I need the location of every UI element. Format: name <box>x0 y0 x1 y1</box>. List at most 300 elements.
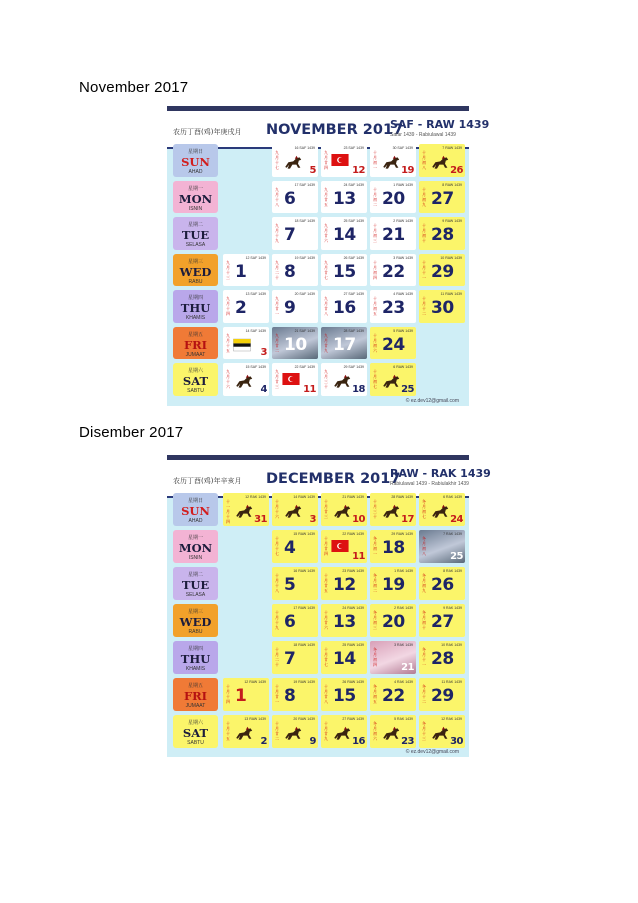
date-cell[interactable] <box>321 144 367 177</box>
date-number: 21 <box>382 225 405 245</box>
date-cell[interactable] <box>370 678 416 711</box>
hijri-title: SAF - RAW 1439 <box>390 118 490 131</box>
date-cell[interactable] <box>419 493 465 526</box>
hijri-date: 16 SAF 1439 <box>294 146 315 150</box>
hijri-date: 8 RAK 1439 <box>443 569 462 573</box>
date-number: 27 <box>431 612 454 632</box>
date-number: 5 <box>309 164 316 176</box>
date-number: 7 <box>284 225 296 245</box>
chinese-date: 十月初三 <box>373 223 377 243</box>
date-cell[interactable] <box>370 144 416 177</box>
day-label-malay: ISNIN <box>188 205 203 212</box>
chinese-date: 十月十七 <box>275 536 279 556</box>
chinese-date: 十月初八 <box>422 150 426 170</box>
hijri-date: 19 SAF 1439 <box>294 255 315 260</box>
date-number: 31 <box>254 514 267 525</box>
date-cell[interactable] <box>272 217 318 250</box>
date-cell[interactable] <box>321 363 367 396</box>
date-cell[interactable] <box>419 217 465 250</box>
hijri-date: 19 RAW 1439 <box>293 680 315 684</box>
date-number: 19 <box>401 164 414 176</box>
date-number: 20 <box>382 612 405 632</box>
day-label-chinese: 星期三 <box>187 258 203 265</box>
hijri-date: 26 SAF 1439 <box>343 255 364 260</box>
hijri-date: 30 SAF 1439 <box>392 146 413 150</box>
day-label-english: SUN <box>181 504 210 518</box>
date-cell[interactable] <box>321 254 367 287</box>
date-cell[interactable] <box>370 567 416 600</box>
hijri-date: 27 RAW 1439 <box>342 717 364 721</box>
day-label-english: WED <box>179 615 212 629</box>
chinese-date: 九月十六 <box>226 369 230 389</box>
date-number: 24 <box>450 514 463 525</box>
hijri-date: 17 RAW 1439 <box>293 606 315 610</box>
day-label-malay: SELASA <box>185 592 206 598</box>
day-label-malay: JUMAAT <box>185 703 206 709</box>
date-cell[interactable] <box>272 254 318 287</box>
date-number: 30 <box>431 298 454 318</box>
chinese-date: 十月十五 <box>226 721 230 741</box>
hijri-date: 11 RAK 1439 <box>441 680 462 684</box>
date-cell[interactable] <box>370 327 416 360</box>
date-number: 29 <box>431 686 454 706</box>
chinese-date: 十月初六 <box>373 332 377 353</box>
date-cell[interactable] <box>223 290 269 323</box>
date-cell[interactable] <box>419 530 465 563</box>
date-cell[interactable] <box>321 715 367 748</box>
date-number: 22 <box>382 261 405 282</box>
day-label-chinese: 星期三 <box>187 609 203 615</box>
hijri-date: 3 RAK 1439 <box>394 643 413 647</box>
hijri-date: 13 RAW 1439 <box>244 717 266 721</box>
day-label-malay: RABU <box>188 278 203 285</box>
date-number: 12 <box>333 575 356 595</box>
day-label-malay: SABTU <box>187 740 204 746</box>
day-label-english: TUE <box>181 228 210 242</box>
day-label-chinese: 星期一 <box>187 185 203 192</box>
date-cell[interactable] <box>321 327 367 360</box>
date-cell[interactable] <box>370 604 416 637</box>
date-number: 11 <box>303 383 316 395</box>
day-label-malay: ISNIN <box>188 555 203 561</box>
hijri-date: 24 SAF 1439 <box>343 182 364 187</box>
day-label-english: THU <box>180 652 211 666</box>
chinese-date: 十月初二 <box>373 186 377 207</box>
chinese-date: 十月廿三 <box>324 499 328 519</box>
day-label-sat <box>173 715 218 748</box>
chinese-date: 冬月初三 <box>373 610 377 630</box>
day-label-sun <box>173 144 218 177</box>
date-number: 11 <box>352 551 365 562</box>
hijri-date: 1 RAK 1439 <box>394 569 413 573</box>
date-cell[interactable] <box>370 530 416 563</box>
date-number: 14 <box>333 649 356 669</box>
date-number: 17 <box>401 514 414 525</box>
date-cell[interactable] <box>419 641 465 674</box>
chinese-date: 十月廿六 <box>324 610 328 630</box>
month-title: NOVEMBER 2017 <box>266 122 404 138</box>
date-number: 1 <box>235 261 247 282</box>
chinese-date: 冬月初二 <box>373 573 377 593</box>
caption-november: November 2017 <box>79 79 189 96</box>
chinese-date: 冬月初十 <box>422 610 426 630</box>
hijri-date: 23 RAW 1439 <box>342 569 364 573</box>
day-label-mon <box>173 181 218 214</box>
day-label-chinese: 星期日 <box>187 149 203 155</box>
hijri-date: 10 RAW 1439 <box>440 255 462 260</box>
chinese-date: 十月廿七 <box>324 647 328 667</box>
hijri-subtitle: Rabiulawal 1439 - Rabiulakhir 1439 <box>390 481 469 487</box>
day-label-thu <box>173 641 218 674</box>
chinese-date: 九月廿七 <box>324 259 328 280</box>
day-label-chinese: 星期四 <box>187 295 203 301</box>
date-cell[interactable] <box>272 290 318 323</box>
date-cell[interactable] <box>272 678 318 711</box>
hijri-date: 12 RAK 1439 <box>245 495 266 499</box>
day-label-sun <box>173 493 218 526</box>
day-label-malay: RABU <box>188 629 203 635</box>
date-number: 20 <box>382 188 405 209</box>
day-label-chinese: 星期日 <box>187 498 203 504</box>
day-label-fri <box>173 327 218 360</box>
chinese-date: 九月廿六 <box>324 223 328 243</box>
calendar-footer: © ez.dev12@gmail.com <box>405 749 459 755</box>
chinese-date: 十月初五 <box>373 296 377 316</box>
hijri-date: 22 SAF 1439 <box>294 365 315 369</box>
hijri-title: RAW - RAK 1439 <box>390 467 491 480</box>
chinese-date: 十月廿二 <box>275 721 279 741</box>
day-label-english: FRI <box>183 689 208 703</box>
date-cell[interactable] <box>419 678 465 711</box>
hijri-date: 20 RAW 1439 <box>293 717 315 721</box>
day-label-wed <box>173 604 218 637</box>
date-number: 7 <box>284 649 296 669</box>
date-number: 18 <box>382 538 405 558</box>
date-number: 29 <box>431 261 454 282</box>
hijri-date: 11 RAW 1439 <box>440 292 462 296</box>
day-label-thu <box>173 290 218 323</box>
date-cell[interactable] <box>272 604 318 637</box>
date-cell[interactable] <box>272 363 318 396</box>
date-cell[interactable] <box>272 327 318 360</box>
day-label-fri <box>173 678 218 711</box>
chinese-date: 十月十六 <box>275 499 279 519</box>
chinese-date: 冬月初九 <box>422 573 426 593</box>
hijri-date: 24 RAW 1439 <box>342 606 364 610</box>
chinese-date: 九月十四 <box>226 296 230 316</box>
hijri-date: 2 RAK 1439 <box>394 606 413 610</box>
day-label-malay: JUMAAT <box>185 351 206 358</box>
chinese-date: 冬月十一 <box>422 647 426 667</box>
day-label-sat <box>173 363 218 396</box>
date-cell[interactable] <box>370 254 416 287</box>
hijri-date: 9 RAK 1439 <box>443 606 462 610</box>
hijri-date: 16 RAW 1439 <box>293 569 315 573</box>
chinese-date: 十月初七 <box>373 369 377 389</box>
date-number: 9 <box>309 736 316 747</box>
date-cell[interactable] <box>272 715 318 748</box>
day-label-english: SAT <box>182 374 209 388</box>
day-label-chinese: 星期四 <box>187 646 203 652</box>
date-number: 4 <box>260 383 267 395</box>
chinese-date: 九月廿八 <box>324 296 328 316</box>
hijri-date: 20 SAF 1439 <box>294 292 315 296</box>
chinese-date: 九月十三 <box>226 259 230 280</box>
chinese-date: 十一月十四 <box>226 499 230 524</box>
date-number: 14 <box>333 225 356 245</box>
date-number: 25 <box>401 383 414 395</box>
chinese-date: 九月十七 <box>275 150 279 170</box>
hijri-date: 26 RAW 1439 <box>342 680 364 684</box>
date-number: 8 <box>284 261 296 282</box>
hijri-date: 4 RAW 1439 <box>393 292 413 296</box>
date-cell[interactable] <box>272 493 318 526</box>
day-label-english: MON <box>178 541 213 555</box>
date-cell[interactable] <box>419 254 465 287</box>
date-number: 2 <box>260 736 267 747</box>
day-label-chinese: 星期六 <box>187 368 203 374</box>
chinese-date: 九月廿一 <box>275 296 279 316</box>
chinese-date: 十月廿九 <box>324 721 328 741</box>
hijri-date: 12 SAF 1439 <box>245 255 266 260</box>
date-cell[interactable] <box>370 493 416 526</box>
date-number: 22 <box>382 686 405 706</box>
chinese-date: 九月三十 <box>324 369 328 389</box>
day-label-malay: AHAD <box>188 169 203 175</box>
caption-december: Disember 2017 <box>79 424 184 441</box>
chinese-date: 十月廿一 <box>275 684 279 704</box>
chinese-date: 冬月初四 <box>373 647 377 667</box>
day-label-english: SUN <box>181 155 210 169</box>
date-cell[interactable] <box>321 604 367 637</box>
date-cell[interactable] <box>321 678 367 711</box>
chinese-date: 十月廿四 <box>324 536 328 556</box>
date-cell[interactable] <box>370 217 416 250</box>
hijri-date: 8 RAW 1439 <box>442 182 462 187</box>
date-cell[interactable] <box>419 290 465 323</box>
hijri-date: 21 RAW 1439 <box>342 495 364 499</box>
day-label-wed <box>173 254 218 287</box>
date-cell[interactable] <box>321 567 367 600</box>
date-cell[interactable] <box>272 641 318 674</box>
date-cell[interactable] <box>370 181 416 214</box>
date-cell[interactable] <box>223 327 269 360</box>
day-label-malay: KHAMIS <box>185 666 206 672</box>
date-number: 23 <box>382 298 405 318</box>
hijri-date: 21 SAF 1439 <box>294 328 315 333</box>
hijri-subtitle: Safar 1439 - Rabiulawal 1439 <box>390 132 456 138</box>
date-number: 15 <box>333 261 356 282</box>
chinese-date: 冬月十二 <box>422 684 426 704</box>
hijri-date: 5 RAK 1439 <box>394 717 413 721</box>
date-cell[interactable] <box>272 181 318 214</box>
hijri-date: 7 RAK 1439 <box>443 532 462 536</box>
chinese-date: 九月廿九 <box>324 332 328 353</box>
date-number: 19 <box>382 575 405 595</box>
day-label-tue <box>173 567 218 600</box>
hijri-date: 29 SAF 1439 <box>343 365 364 369</box>
date-number: 3 <box>309 514 316 525</box>
hijri-date: 25 RAW 1439 <box>342 643 364 647</box>
day-label-tue <box>173 217 218 250</box>
hijri-date: 2 RAW 1439 <box>393 219 413 223</box>
date-cell[interactable] <box>321 641 367 674</box>
hijri-date: 9 RAW 1439 <box>442 219 462 223</box>
date-cell[interactable] <box>223 363 269 396</box>
hijri-date: 25 SAF 1439 <box>343 219 364 223</box>
date-number: 5 <box>284 575 296 595</box>
chinese-date: 冬月初八 <box>422 536 426 556</box>
chinese-date: 九月十九 <box>275 223 279 243</box>
day-label-english: THU <box>180 301 211 315</box>
date-number: 15 <box>333 686 356 706</box>
date-number: 24 <box>382 334 405 355</box>
date-cell[interactable] <box>419 715 465 748</box>
date-cell[interactable] <box>223 493 269 526</box>
chinese-date: 十月初四 <box>373 259 377 280</box>
day-label-chinese: 星期六 <box>187 720 203 726</box>
date-number: 28 <box>431 225 454 245</box>
date-number: 17 <box>333 334 356 355</box>
hijri-date: 29 RAW 1439 <box>391 532 413 536</box>
chinese-date: 十月十九 <box>275 610 279 630</box>
date-number: 12 <box>352 164 365 176</box>
date-number: 30 <box>450 736 463 747</box>
date-cell[interactable] <box>272 530 318 563</box>
chinese-date: 九月廿四 <box>324 150 328 170</box>
chinese-date: 冬月十三 <box>422 721 426 741</box>
hijri-date: 28 RAW 1439 <box>391 495 413 499</box>
hijri-date: 7 RAW 1439 <box>442 146 462 150</box>
day-label-malay: SABTU <box>187 388 204 394</box>
date-number: 26 <box>450 164 463 176</box>
date-cell[interactable] <box>370 290 416 323</box>
chinese-date: 九月十五 <box>226 332 230 353</box>
day-label-malay: SELASA <box>185 242 206 248</box>
hijri-date: 1 RAW 1439 <box>393 182 413 187</box>
chinese-date: 十月初一 <box>373 150 377 170</box>
day-label-english: FRI <box>183 337 208 352</box>
chinese-date: 十月十二 <box>422 296 426 316</box>
date-number: 21 <box>401 662 414 673</box>
day-label-chinese: 星期一 <box>187 535 203 541</box>
day-label-malay: AHAD <box>188 518 203 524</box>
day-label-english: WED <box>179 264 212 279</box>
date-number: 9 <box>284 298 296 318</box>
date-number: 3 <box>260 347 267 358</box>
chinese-date: 冬月初一 <box>373 536 377 556</box>
day-label-chinese: 星期五 <box>187 683 203 689</box>
date-cell[interactable] <box>223 678 269 711</box>
hijri-date: 14 SAF 1439 <box>245 328 266 333</box>
chinese-month-title: 农历丁酉(鸡)年庚戌月 <box>173 128 242 136</box>
hijri-date: 17 SAF 1439 <box>294 182 315 187</box>
chinese-date: 九月廿三 <box>275 369 279 389</box>
date-number: 16 <box>333 298 356 318</box>
chinese-date: 冬月初五 <box>373 684 377 704</box>
hijri-date: 6 RAK 1439 <box>443 495 462 499</box>
chinese-date: 十月三十 <box>373 499 377 519</box>
date-cell[interactable] <box>370 363 416 396</box>
date-number: 18 <box>352 383 365 395</box>
day-label-chinese: 星期二 <box>187 572 203 578</box>
date-cell[interactable] <box>223 254 269 287</box>
day-label-english: SAT <box>182 726 209 740</box>
hijri-date: 18 SAF 1439 <box>294 219 315 223</box>
date-number: 13 <box>333 612 356 632</box>
chinese-date: 十月十八 <box>275 573 279 593</box>
date-cell[interactable] <box>321 181 367 214</box>
date-cell[interactable] <box>419 144 465 177</box>
date-number: 6 <box>284 612 296 632</box>
date-cell[interactable] <box>321 530 367 563</box>
chinese-date: 九月二十 <box>275 259 279 280</box>
hijri-date: 12 RAW 1439 <box>244 680 266 684</box>
date-number: 28 <box>431 649 454 669</box>
day-label-mon <box>173 530 218 563</box>
chinese-date: 九月廿二 <box>275 332 279 353</box>
date-cell[interactable] <box>321 290 367 323</box>
date-cell[interactable] <box>272 567 318 600</box>
hijri-date: 5 RAW 1439 <box>393 328 413 333</box>
hijri-date: 14 RAW 1439 <box>293 495 315 499</box>
hijri-date: 22 RAW 1439 <box>342 532 364 536</box>
chinese-date: 十月十一 <box>422 259 426 280</box>
date-number: 16 <box>352 736 365 747</box>
hijri-date: 15 RAW 1439 <box>293 532 315 536</box>
day-label-chinese: 星期五 <box>187 331 203 338</box>
chinese-date: 九月廿五 <box>324 186 328 207</box>
date-cell[interactable] <box>419 604 465 637</box>
date-number: 8 <box>284 686 296 706</box>
hijri-date: 18 RAW 1439 <box>293 643 315 647</box>
date-number: 4 <box>284 538 296 558</box>
date-number: 2 <box>235 298 247 318</box>
hijri-date: 28 SAF 1439 <box>343 328 364 333</box>
chinese-date: 十月十四 <box>226 684 230 704</box>
chinese-date: 十月廿八 <box>324 684 328 704</box>
date-cell[interactable] <box>223 715 269 748</box>
date-number: 13 <box>333 188 356 209</box>
date-cell[interactable] <box>321 217 367 250</box>
chinese-date: 冬月初六 <box>373 721 377 741</box>
chinese-date: 九月十八 <box>275 186 279 207</box>
calendar-november <box>167 106 490 406</box>
calendar-december <box>167 455 491 757</box>
calendar-footer: © ez.dev12@gmail.com <box>405 398 459 404</box>
date-number: 10 <box>284 334 307 355</box>
date-number: 10 <box>352 514 365 525</box>
hijri-date: 4 RAK 1439 <box>394 680 413 684</box>
hijri-date: 27 SAF 1439 <box>343 292 364 296</box>
hijri-date: 6 RAW 1439 <box>393 365 413 369</box>
date-cell[interactable] <box>370 641 416 674</box>
hijri-date: 3 RAW 1439 <box>393 255 413 260</box>
date-cell[interactable] <box>419 181 465 214</box>
hijri-date: 10 RAK 1439 <box>441 643 462 647</box>
hijri-date: 13 SAF 1439 <box>245 292 266 296</box>
date-number: 23 <box>401 736 414 747</box>
date-cell[interactable] <box>419 567 465 600</box>
day-label-chinese: 星期二 <box>187 222 203 228</box>
date-cell[interactable] <box>272 144 318 177</box>
chinese-date: 冬月初七 <box>422 499 426 519</box>
day-label-malay: KHAMIS <box>185 315 206 321</box>
date-cell[interactable] <box>321 493 367 526</box>
date-number: 27 <box>431 188 454 209</box>
date-cell[interactable] <box>370 715 416 748</box>
date-number: 26 <box>431 575 454 595</box>
